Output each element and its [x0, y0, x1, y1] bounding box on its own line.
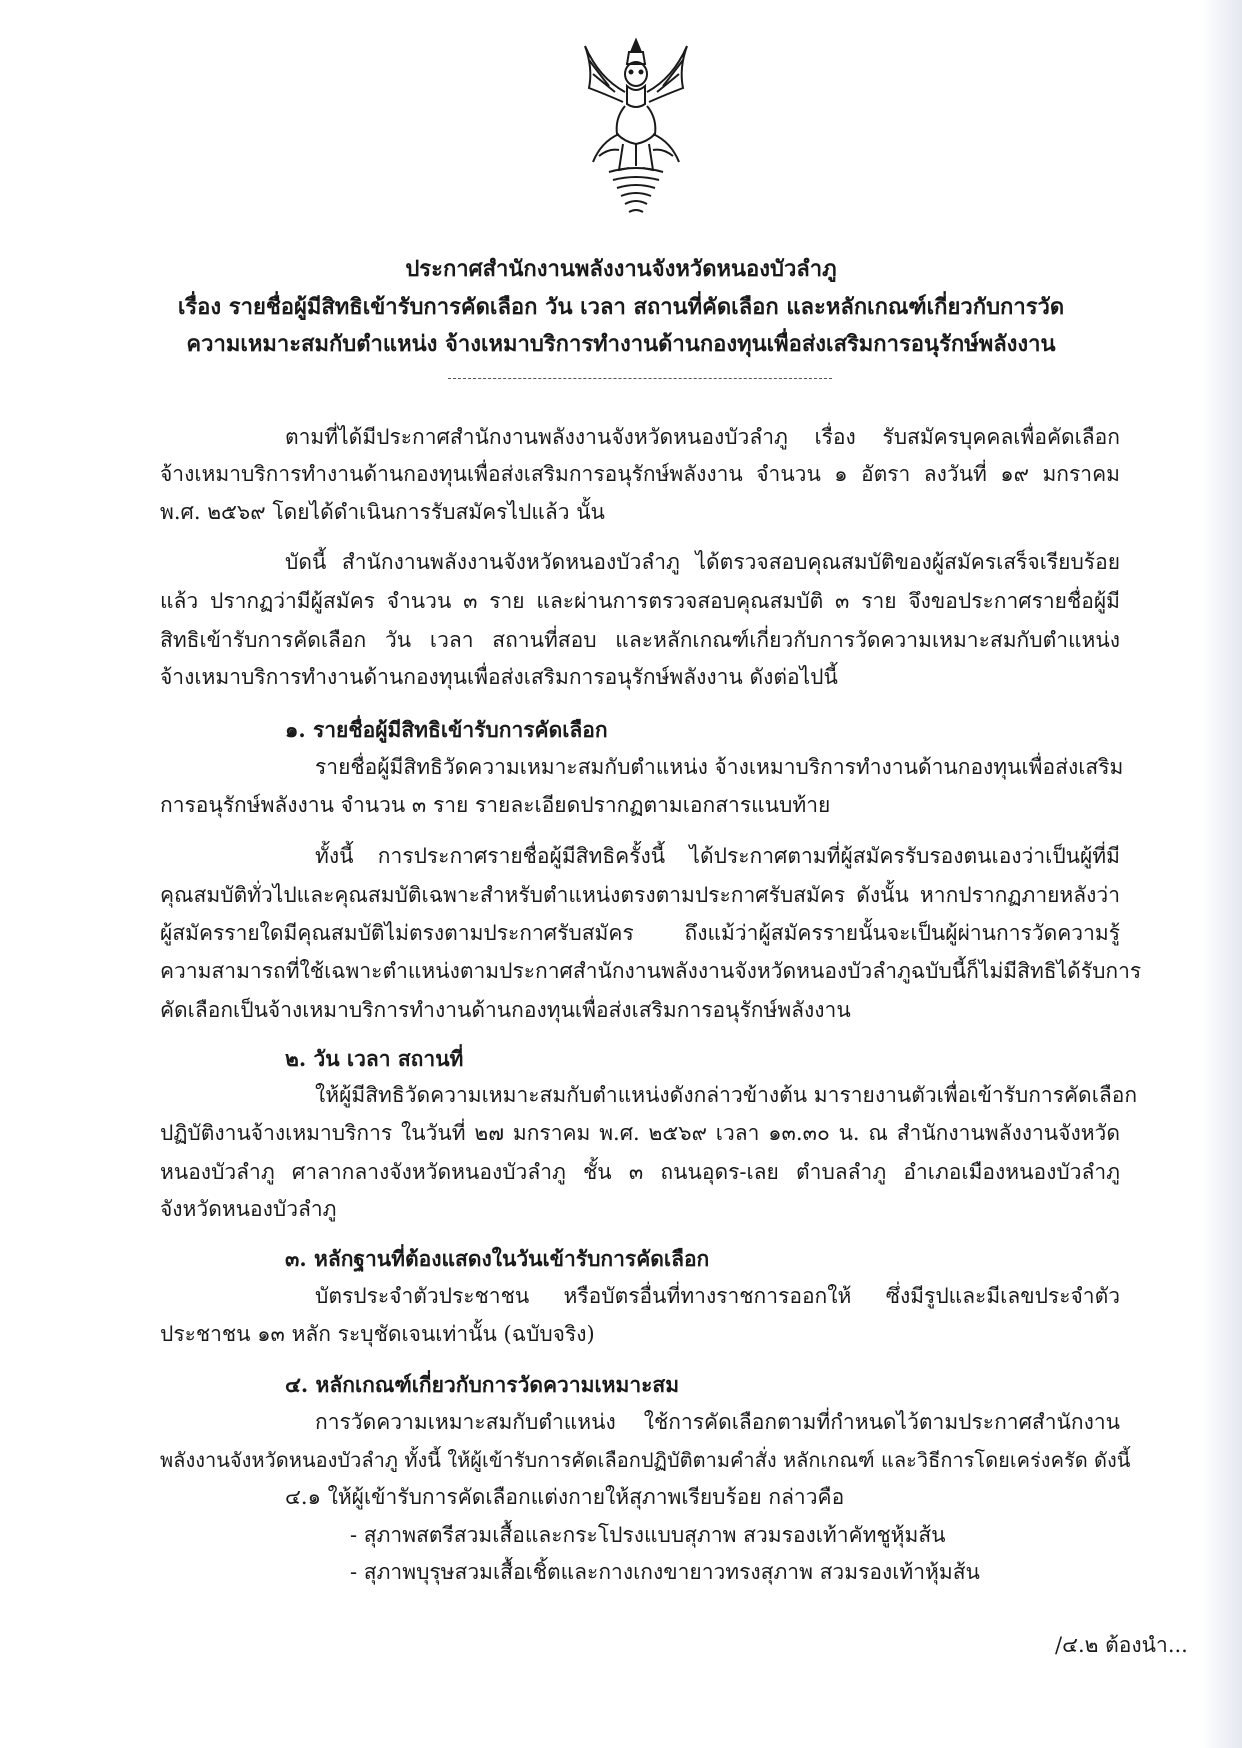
para2-line-4: จ้างเหมาบริการทำงานด้านกองทุนเพื่อส่งเสริมการอนุรักษ์พลังงาน ดังต่อไปนี้	[160, 665, 838, 689]
next-page-marker: /๔.๒ ต้องนำ...	[1055, 1633, 1188, 1657]
note-line-5: คัดเลือกเป็นจ้างเหมาบริการทำงานด้านกองทุนเพื่อส่งเสริมการอนุรักษ์พลังงาน	[160, 998, 851, 1022]
subitem-4-1: ๔.๑ ให้ผู้เข้ารับการคัดเลือกแต่งกายให้สุภาพเรียบร้อย กล่าวคือ	[285, 1485, 845, 1509]
subject-line-2: ความเหมาะสมกับตำแหน่ง จ้างเหมาบริการทำงานด้านกองทุนเพื่อส่งเสริมการอนุรักษ์พลังงาน	[186, 331, 1056, 357]
garuda-emblem-icon	[579, 38, 693, 216]
bullet-men-dress: - สุภาพบุรุษสวมเสื้อเชิ้ตและกางเกงขายาวทรงสุภาพ สวมรองเท้าหุ้มส้น	[350, 1560, 980, 1584]
para2-line-3: สิทธิเข้ารับการคัดเลือก วัน เวลา สถานที่สอบ และหลักเกณฑ์เกี่ยวกับการวัดความเหมาะสมกับตำแหน่ง	[160, 628, 1120, 652]
note-line-1: ทั้งนี้ การประกาศรายชื่อผู้มีสิทธิครั้งนี้ ได้ประกาศตามที่ผู้สมัครรับรองตนเองว่าเป็นผู้ที่มี	[315, 844, 1120, 868]
note-line-4: ความสามารถที่ใช้เฉพาะตำแหน่งตามประกาศสำนักงานพลังงานจังหวัดหนองบัวลำภูฉบับนี้ก็ไม่มีสิทธิได้รับการ	[160, 959, 1142, 983]
note-line-2: คุณสมบัติทั่วไปและคุณสมบัติเฉพาะสำหรับตำแหน่งตรงตามประกาศรับสมัคร ดังนั้น หากปรากฏภายหลังว่า	[160, 883, 1120, 907]
section-3-line-1: บัตรประจำตัวประชาชน หรือบัตรอื่นที่ทางราชการออกให้ ซึ่งมีรูปและมีเลขประจำตัว	[315, 1284, 1120, 1308]
section-1-line-2: การอนุรักษ์พลังงาน จำนวน ๓ ราย รายละเอียดปรากฏตามเอกสารแนบท้าย	[160, 793, 831, 817]
section-3-heading: ๓. หลักฐานที่ต้องแสดงในวันเข้ารับการคัดเลือก	[285, 1246, 710, 1271]
section-1-line-1: รายชื่อผู้มีสิทธิวัดความเหมาะสมกับตำแหน่ง จ้างเหมาบริการทำงานด้านกองทุนเพื่อส่งเสริม	[315, 755, 1124, 779]
section-2-line-4: จังหวัดหนองบัวลำภู	[160, 1197, 337, 1221]
section-1-heading: ๑. รายชื่อผู้มีสิทธิเข้ารับการคัดเลือก	[285, 717, 608, 742]
intro-line-3: พ.ศ. ๒๕๖๙ โดยได้ดำเนินการรับสมัครไปแล้ว นั้น	[160, 500, 605, 524]
subject-line-1: เรื่อง รายชื่อผู้มีสิทธิเข้ารับการคัดเลือก วัน เวลา สถานที่คัดเลือก และหลักเกณฑ์เกี่ยวกับการวัด	[177, 294, 1065, 320]
announcement-title: ประกาศสำนักงานพลังงานจังหวัดหนองบัวลำภู	[405, 256, 837, 282]
note-line-3: ผู้สมัครรายใดมีคุณสมบัติไม่ตรงตามประกาศรับสมัคร ถึงแม้ว่าผู้สมัครรายนั้นจะเป็นผู้ผ่านการวัดความรู้	[160, 921, 1120, 945]
section-2-line-2: ปฏิบัติงานจ้างเหมาบริการ ในวันที่ ๒๗ มกราคม พ.ศ. ๒๕๖๙ เวลา ๑๓.๓๐ น. ณ สำนักงานพลังงานจังหวัด	[160, 1121, 1120, 1145]
section-2-line-3: หนองบัวลำภู ศาลากลางจังหวัดหนองบัวลำภู ชั้น ๓ ถนนอุดร-เลย ตำบลลำภู อำเภอเมืองหนองบัวลำภู	[160, 1160, 1120, 1184]
bullet-women-dress: - สุภาพสตรีสวมเสื้อและกระโปรงแบบสุภาพ สวมรองเท้าคัทชูหุ้มส้น	[350, 1523, 946, 1547]
section-2-heading: ๒. วัน เวลา สถานที่	[285, 1046, 464, 1071]
section-4-line-1: การวัดความเหมาะสมกับตำแหน่ง ใช้การคัดเลือกตามที่กำหนดไว้ตามประกาศสำนักงาน	[315, 1410, 1120, 1434]
intro-line-2: จ้างเหมาบริการทำงานด้านกองทุนเพื่อส่งเสริมการอนุรักษ์พลังงาน จำนวน ๑ อัตรา ลงวันที่ ๑๙ มกราคม	[160, 462, 1120, 486]
section-4-heading: ๔. หลักเกณฑ์เกี่ยวกับการวัดความเหมาะสม	[285, 1372, 680, 1397]
title-separator	[448, 378, 832, 379]
section-2-line-1: ให้ผู้มีสิทธิวัดความเหมาะสมกับตำแหน่งดังกล่าวข้างต้น มารายงานตัวเพื่อเข้ารับการคัดเลือก	[315, 1083, 1138, 1107]
para2-line-1: บัดนี้ สำนักงานพลังงานจังหวัดหนองบัวลำภู ได้ตรวจสอบคุณสมบัติของผู้สมัครเสร็จเรียบร้อย	[285, 550, 1120, 574]
para2-line-2: แล้ว ปรากฏว่ามีผู้สมัคร จำนวน ๓ ราย และผ่านการตรวจสอบคุณสมบัติ ๓ ราย จึงขอประกาศรายชื่อผู้มี	[160, 589, 1120, 613]
section-3-line-2: ประชาชน ๑๓ หลัก ระบุชัดเจนเท่านั้น (ฉบับจริง)	[160, 1322, 595, 1346]
intro-line-1: ตามที่ได้มีประกาศสำนักงานพลังงานจังหวัดหนองบัวลำภู เรื่อง รับสมัครบุคคลเพื่อคัดเลือก	[285, 425, 1120, 449]
section-4-line-2: พลังงานจังหวัดหนองบัวลำภู ทั้งนี้ ให้ผู้เข้ารับการคัดเลือกปฏิบัติตามคำสั่ง หลักเกณฑ์ และวิธีการโดยเคร่งครัด ดังนี้	[160, 1448, 1131, 1472]
